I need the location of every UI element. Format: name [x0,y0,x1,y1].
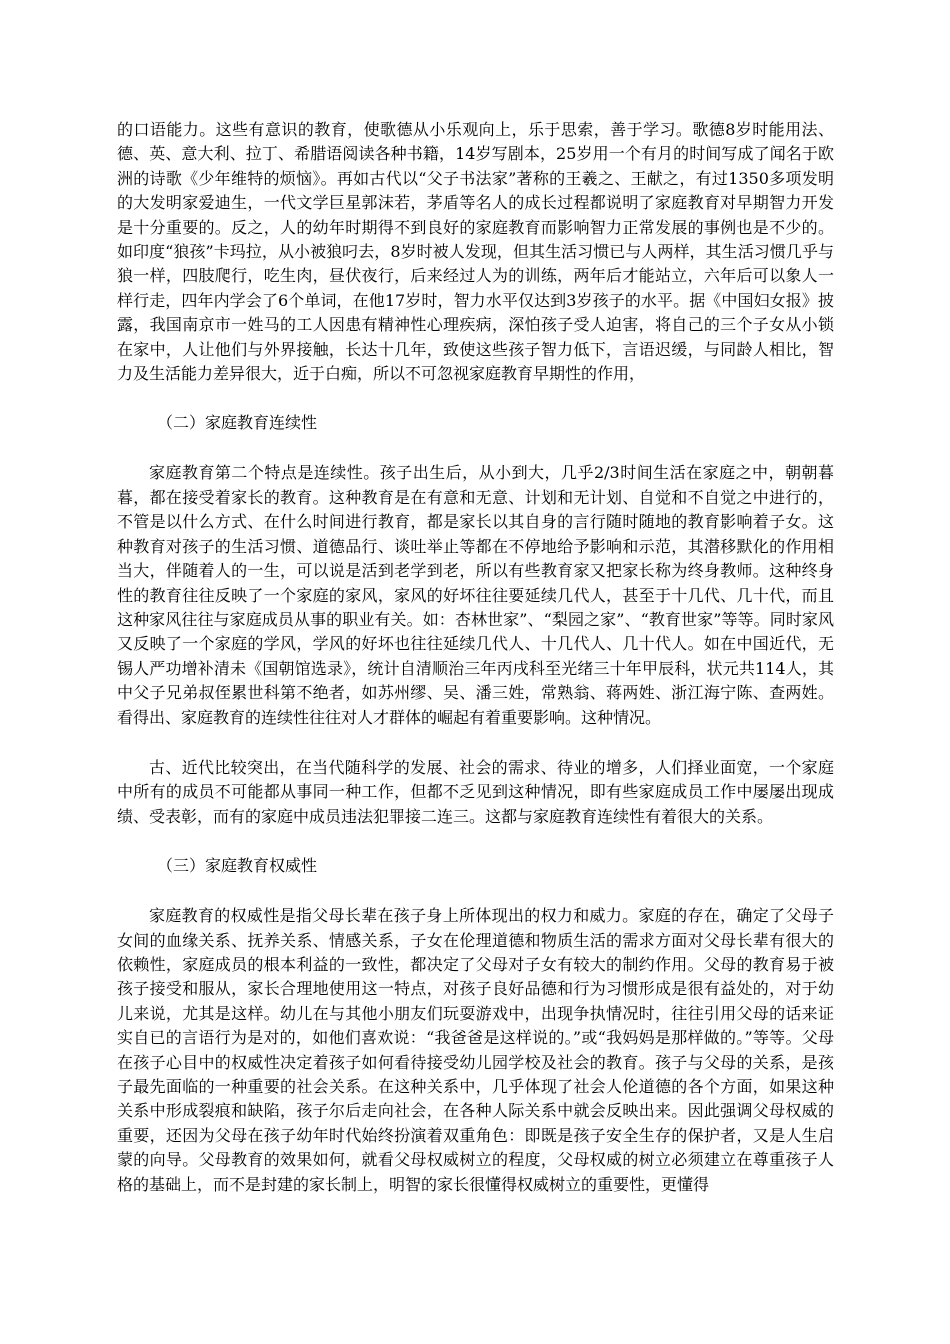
section-heading-continuity: （二）家庭教育连续性 [157,413,318,433]
paragraph-continuity: 家庭教育第二个特点是连续性。孩子出生后，从小到大，几乎2/3时间生活在家庭之中，朝朝暮暮，都在接受着家长的教育。这种教育是在有意和无意、计划和无计划、自觉和不自觉之中进行的，不管是以什么方式、在什么时间进行教育，都是家长以其自身的言行随时随地的教育影响着子女。这种教育对孩子的生活习惯、道德品行、谈吐举止等都在不停地给予影响和示范，其潜移默化的作用相当大，伴随着人的一生，可以说是活到老学到老，所以有些教育家又把家长称为终身教师。这种终身性的教育往往反映了一个家庭的家风，家风的好坏往往要延续几代人，甚至于十几代、几十代，而且这种家风往往与家庭成员从事的职业有关。如：杏林世家”、“梨园之家”、“教育世家”等等。同时家风又反映了一个家庭的学风，学风的好坏也往往延续几代人、十几代人、几十代人。如在中国近代，无锡人严功增补清未《国朝馆选录》，统计自清顺治三年丙戌科至光绪三十年甲辰科，状元共114人，其中父子兄弟叔侄累世科第不绝者，如苏州缪、吴、潘三姓，常熟翁、蒋两姓、浙江海宁陈、查两姓。看得出、家庭教育的连续性往往对人才群体的崛起有着重要影响。这种情况。 [117,463,834,727]
paragraph-authority: 家庭教育的权威性是指父母长辈在孩子身上所体现出的权力和威力。家庭的存在，确定了父母子女间的血缘关系、抚养关系、情感关系，子女在伦理道德和物质生活的需求方面对父母长辈有很大的依赖性，家庭成员的根本利益的一致性，都决定了父母对子女有较大的制约作用。父母的教育易于被孩子接受和服从，家长合理地使用这一特点，对孩子良好品德和行为习惯形成是很有益处的，对于幼儿来说，尤其是这样。幼儿在与其他小朋友们玩耍游戏中，出现争执情况时，往往引用父母的话来证实自已的言语行为是对的，如他们喜欢说：“我爸爸是这样说的。”或“我妈妈是那样做的。”等等。父母在孩子心目中的权威性决定着孩子如何看待接受幼儿园学校及社会的教育。孩子与父母的关系，是孩子最先面临的一种重要的社会关系。在这种关系中，几乎体现了社会人伦道德的各个方面，如果这种关系中形成裂痕和缺陷，孩子尔后走向社会，在各种人际关系中就会反映出来。因此强调父母权威的重要，还因为父母在孩子幼年时代始终扮演着双重角色：即既是孩子安全生存的保护者，又是人生启蒙的向导。父母教育的效果如何，就看父母权威树立的程度，父母权威的树立必须建立在尊重孩子人格的基础上，而不是封建的家长制上，明智的家长很懂得权威树立的重要性，更懂得 [117,906,834,1194]
paragraph-modern-era: 古、近代比较突出，在当代随科学的发展、社会的需求、待业的增多，人们择业面宽，一个家庭中所有的成员不可能都从事同一种工作，但都不乏见到这种情况，即有些家庭成员工作中屡屡出现成绩、受表彰，而有的家庭中成员违法犯罪接二连三。这都与家庭教育连续性有着很大的关系。 [117,757,834,826]
paragraph-early-education: 的口语能力。这些有意识的教育，使歌德从小乐观向上，乐于思索，善于学习。歌德8岁时能用法、德、英、意大利、拉丁、希腊语阅读各种书籍，14岁写剧本，25岁用一个有月的时间写成了闻名于欧洲的诗歌《少年维特的烦恼》。再如古代以“父子书法家”著称的王羲之、王献之，有过1350多项发明的大发明家爱迪生，一代文学巨星郭沫若，茅盾等名人的成长过程都说明了家庭教育对早期智力开发是十分重要的。反之，人的幼年时期得不到良好的家庭教育而影响智力正常发展的事例也是不少的。如印度“狼孩”卡玛拉，从小被狼叼去，8岁时被人发现，但其生活习惯已与人两样，其生活习惯几乎与狼一样，四肢爬行，吃生肉，昼伏夜行，后来经过人为的训练，两年后才能站立，六年后可以象人一样行走，四年内学会了6个单词，在他17岁时，智力水平仅达到3岁孩子的水平。据《中国妇女报》披露，我国南京市一姓马的工人因患有精神性心理疾病，深怕孩子受人迫害，将自己的三个子女从小锁在家中，人让他们与外界接触，长达十几年，致使这些孩子智力低下，言语迟缓，与同龄人相比，智力及生活能力差异很大，近于白痴，所以不可忽视家庭教育早期性的作用， [117,120,834,384]
section-heading-authority: （三）家庭教育权威性 [157,856,318,876]
document-page [117,118,834,1197]
